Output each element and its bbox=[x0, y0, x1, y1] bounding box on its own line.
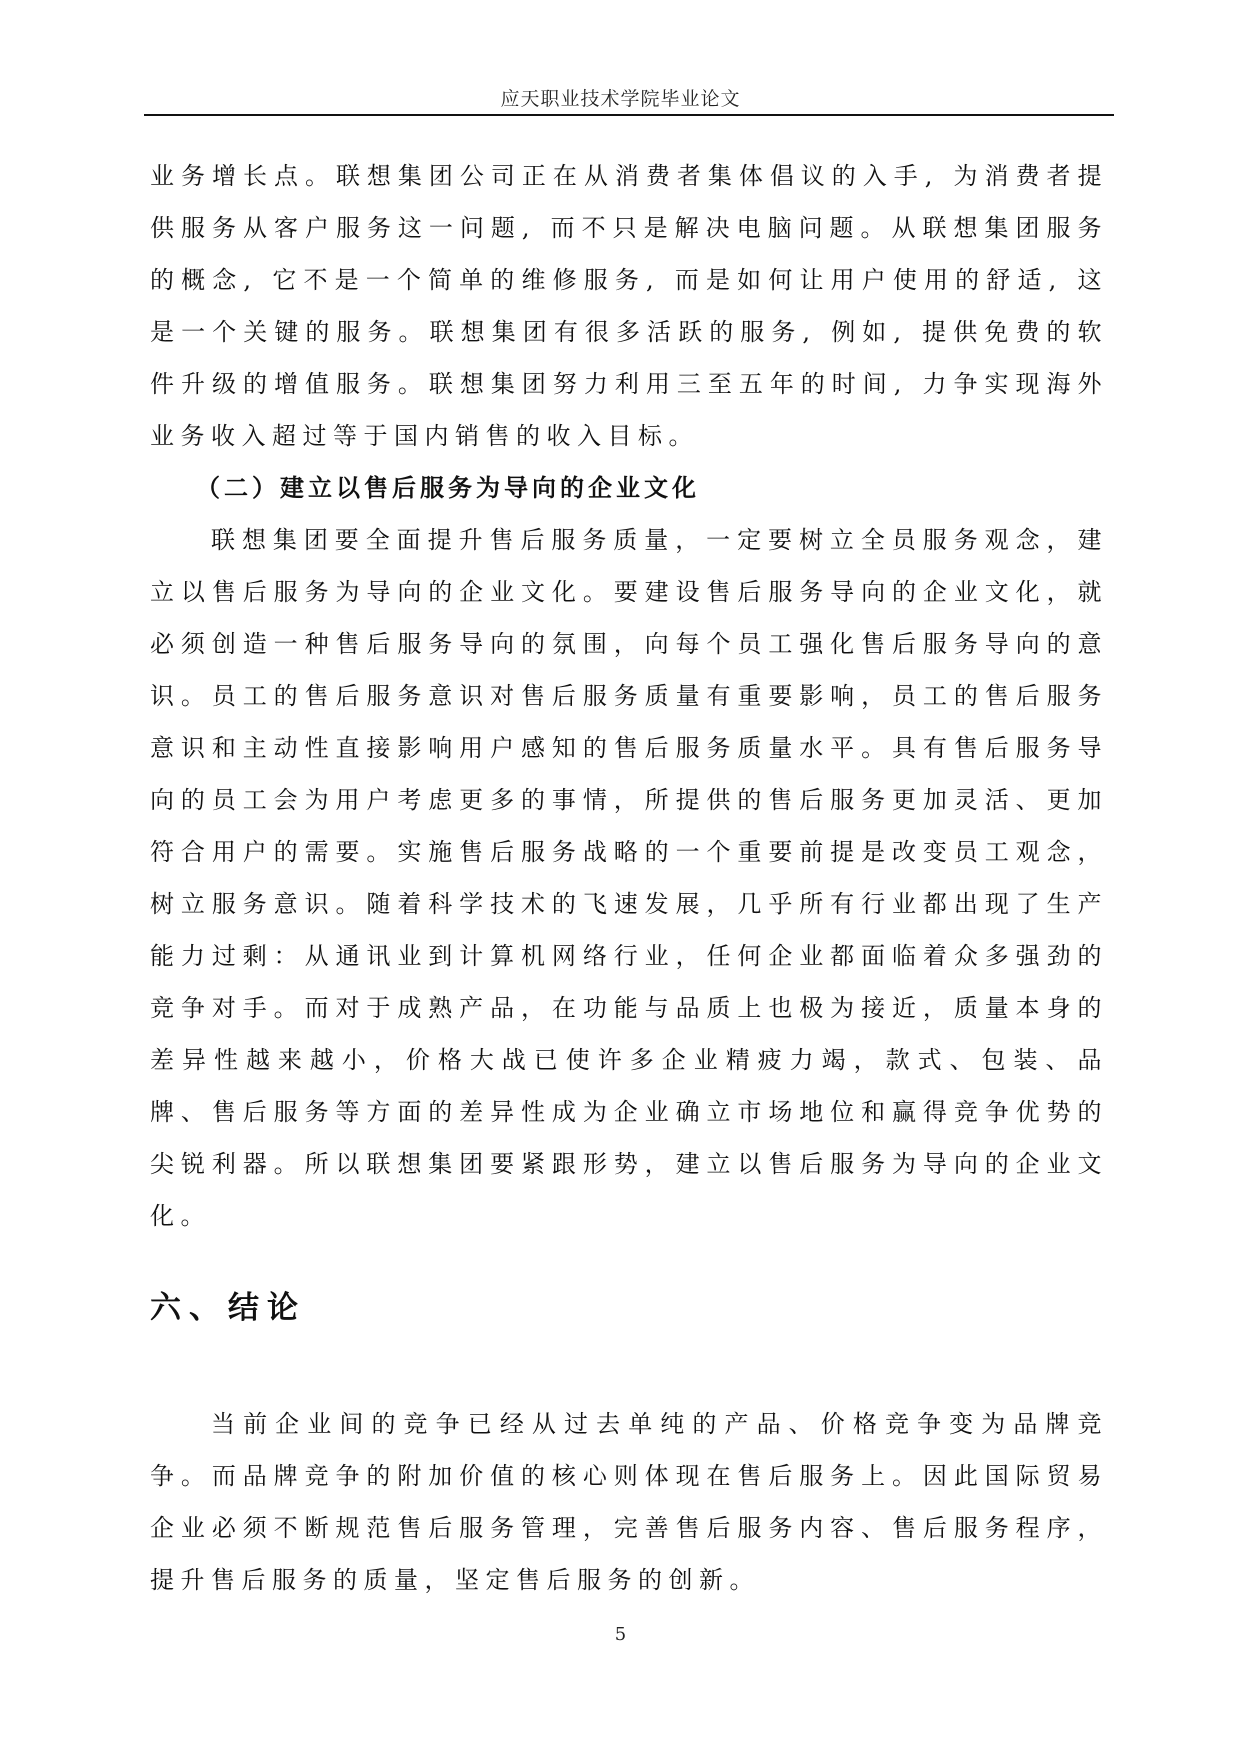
paragraph-corporate-culture: 联想集团要全面提升售后服务质量，一定要树立全员服务观念，建立以售后服务为导向的企业文化。要建设售后服务导向的企业文化，就必须创造一种售后服务导向的氛围，向每个员工强化售后服务导向的意识。员工的售后服务意识对售后服务质量有重要影响，员工的售后服务意识和主动性直接影响用户感知的售后服务质量水平。具有售后服务导向的员工会为用户考虑更多的事情，所提供的售后服务更加灵活、更加符合用户的需要。实施售后服务战略的一个重要前提是改变员工观念，树立服务意识。随着科学技术的飞速发展，几乎所有行业都出现了生产能力过剩：从通讯业到计算机网络行业，任何企业都面临着众多强劲的竞争对手。而对于成熟产品，在功能与品质上也极为接近，质量本身的差异性越来越小，价格大战已使许多企业精疲力竭，款式、包装、品牌、售后服务等方面的差异性成为企业确立市场地位和赢得竞争优势的尖锐利器。所以联想集团要紧跟形势，建立以售后服务为导向的企业文化。 bbox=[150, 526, 1108, 1230]
subsection-heading: （二）建立以售后服务为导向的企业文化 bbox=[196, 474, 700, 502]
document-body bbox=[150, 150, 1108, 1606]
section-heading-conclusion: 六、结论 bbox=[150, 1290, 306, 1326]
paragraph-continuation: 业务增长点。联想集团公司正在从消费者集体倡议的入手, 为消费者提供服务从客户服务这一问题, 而不只是解决电脑问题。从联想集团服务的概念, 它不是一个简单的维修服务, 而是如何让用户使用的舒适, 这是一个关键的服务。联想集团有很多活跃的服务, 例如, 提供免费的软件升级的增值服务。联想集团努力利用三至五年的时间, 力争实现海外业务收入超过等于国内销售的收入目标。 bbox=[150, 162, 1108, 450]
header-divider bbox=[144, 114, 1114, 116]
paragraph-conclusion: 当前企业间的竞争已经从过去单纯的产品、价格竞争变为品牌竞争。而品牌竞争的附加价值的核心则体现在售后服务上。因此国际贸易企业必须不断规范售后服务管理，完善售后服务内容、售后服务程序，提升售后服务的质量，坚定售后服务的创新。 bbox=[150, 1410, 1108, 1594]
page-header-title: 应天职业技术学院毕业论文 bbox=[500, 88, 741, 110]
page-number: 5 bbox=[614, 1624, 627, 1645]
